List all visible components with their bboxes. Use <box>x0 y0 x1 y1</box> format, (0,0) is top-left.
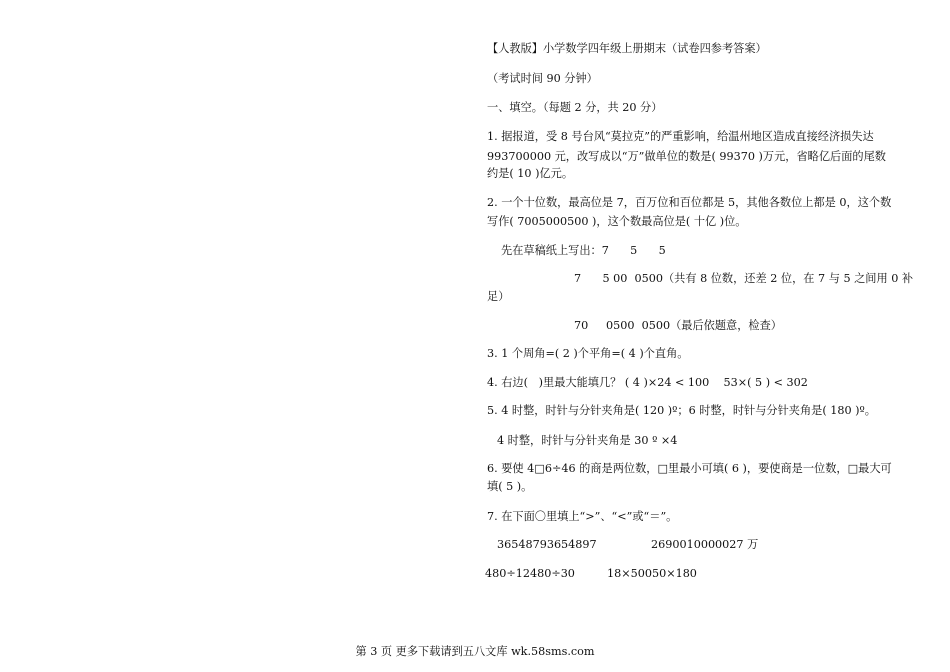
question-4: 4. 右边( )里最大能填几？ ( 4 )×24 < 100 53×( 5 ) < 302 <box>487 376 808 389</box>
page-footer: 第 3 页 更多下载请到五八文库 wk.58sms.com <box>355 645 595 658</box>
question-2-note-1: 先在草稿纸上写出：7 5 5 <box>501 244 666 257</box>
question-1-line-2: 993700000 元，改写成以“万”做单位的数是( 99370 )万元，省略亿后面的尾数 <box>487 150 886 163</box>
question-3: 3. 1 个周角=( 2 )个平角=( 4 )个直角。 <box>487 347 689 360</box>
question-6-line-2: 填( 5 )。 <box>487 480 533 493</box>
question-2-note-3: 70 0500 0500（最后依题意，检查） <box>574 319 782 332</box>
question-2-note-2: 7 5 00 0500（共有 8 位数，还差 2 位，在 7 与 5 之间用 0 补 <box>574 272 914 285</box>
doc-title: 【人教版】小学数学四年级上册期末（试卷四参考答案） <box>487 42 767 55</box>
question-2-note-2-cont: 足） <box>487 290 510 303</box>
question-2-line-2: 写作( 7005000500 )，这个数最高位是( 十亿 )位。 <box>487 215 747 228</box>
section-heading: 一、填空。（每题 2 分，共 20 分） <box>487 101 663 114</box>
question-7-item-a: 36548793654897 <box>497 538 597 551</box>
question-7-item-b: 2690010000027 万 <box>651 538 759 551</box>
question-5-note: 4 时整，时针与分针夹角是 30 º ×4 <box>497 434 678 447</box>
question-7: 7. 在下面〇里填上“>”、“<”或“＝”。 <box>487 510 678 523</box>
question-7-item-d: 18×50050×180 <box>607 567 697 580</box>
question-7-item-c: 480÷12480÷30 <box>485 567 575 580</box>
exam-time: （考试时间 90 分钟） <box>487 72 598 85</box>
question-1-line-1: 1. 据报道，受 8 号台风“莫拉克”的严重影响，给温州地区造成直接经济损失达 <box>487 130 874 143</box>
question-1-line-3: 约是( 10 )亿元。 <box>487 167 574 180</box>
question-5: 5. 4 时整，时针与分针夹角是( 120 )º；6 时整，时针与分针夹角是( 180 )º。 <box>487 404 876 417</box>
question-6-line-1: 6. 要使 4□6÷46 的商是两位数，□里最小可填( 6 )，要使商是一位数，□最大可 <box>487 462 892 475</box>
question-2-line-1: 2. 一个十位数，最高位是 7，百万位和百位都是 5，其他各数位上都是 0，这个数 <box>487 196 892 209</box>
